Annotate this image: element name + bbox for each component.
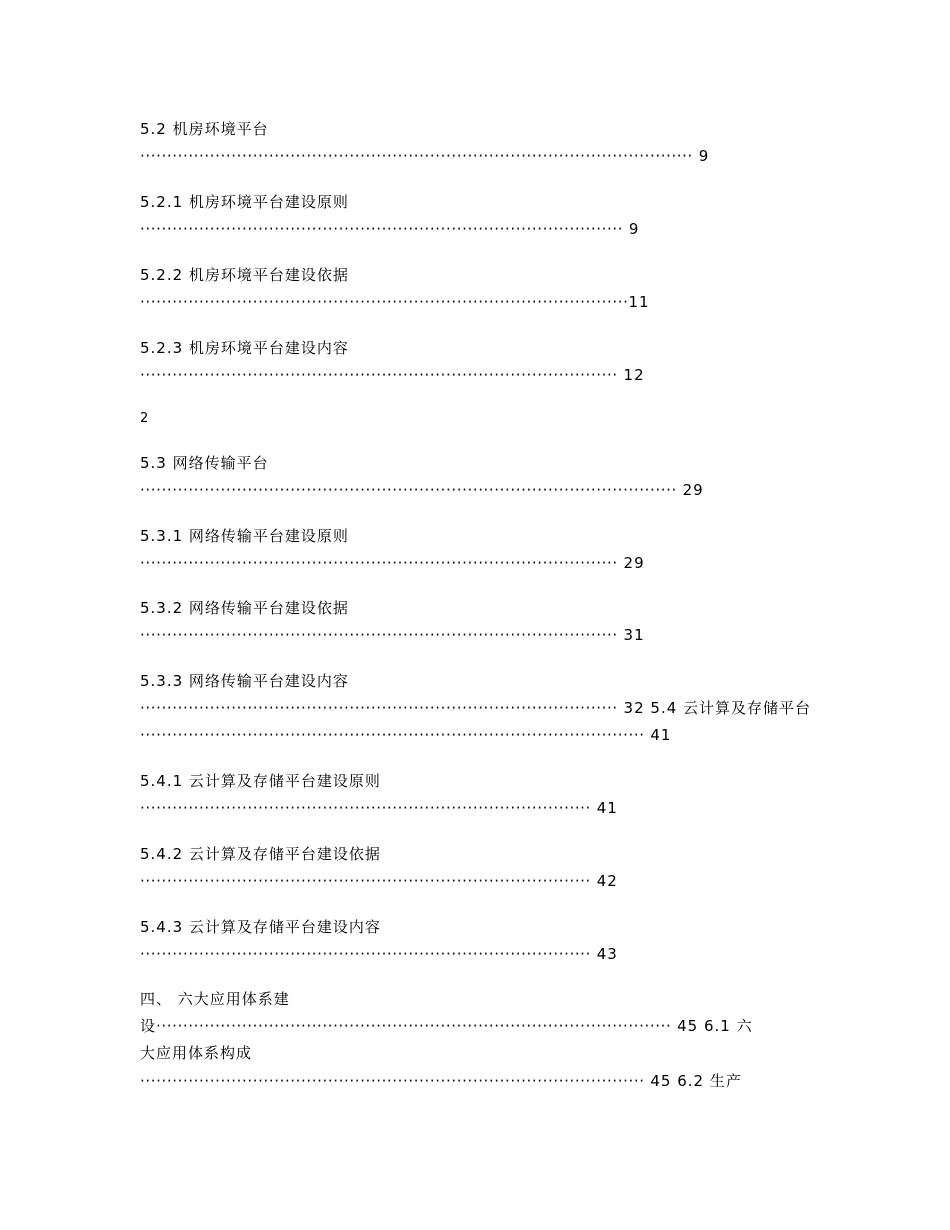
toc-title: 5.4.3 云计算及存储平台建设内容 <box>140 918 381 936</box>
leader-dots: ································································································ <box>156 1017 672 1035</box>
toc-title: 5.2 机房环境平台 <box>140 120 269 138</box>
page-marker <box>140 409 149 429</box>
toc-title: 5.4.1 云计算及存储平台建设原则 <box>140 772 381 790</box>
toc-title: 大应用体系构成 <box>140 1044 253 1062</box>
page-number: 12 <box>623 366 645 384</box>
page-number: 41 <box>650 726 672 744</box>
toc-leader-line <box>140 146 709 166</box>
leader-dots: ···················································································· <box>140 945 591 963</box>
toc-title: 5.2.3 机房环境平台建设内容 <box>140 339 349 357</box>
page-number: 9 <box>698 147 710 165</box>
toc-title: 5.3 网络传输平台 <box>140 454 269 472</box>
leader-dots: ························································································· <box>140 626 618 644</box>
leader-dots: ······································································································· <box>140 147 693 165</box>
page-number: 9 <box>628 220 640 238</box>
toc-leader-line <box>140 798 618 818</box>
toc-heading <box>140 526 349 546</box>
toc-heading <box>140 338 349 358</box>
toc-leader-line <box>140 725 671 745</box>
toc-heading <box>140 844 381 864</box>
leader-dots: ···················································································· <box>140 799 591 817</box>
leader-dots: ························································································· <box>140 366 618 384</box>
toc-leader-line <box>140 625 645 645</box>
page-number: 41 <box>596 799 618 817</box>
toc-leader-line <box>140 1016 753 1036</box>
toc-heading <box>140 119 269 139</box>
toc-heading <box>140 192 349 212</box>
leader-dots: ························································································· <box>140 554 618 572</box>
toc-title: 四、 六大应用体系建 <box>140 990 290 1008</box>
toc-heading <box>140 989 290 1009</box>
toc-heading <box>140 598 349 618</box>
toc-title: 5.3.3 网络传输平台建设内容 <box>140 672 349 690</box>
toc-leader-line <box>140 1071 742 1091</box>
toc-title: 5.3.1 网络传输平台建设原则 <box>140 527 349 545</box>
toc-heading <box>140 453 269 473</box>
page-number: 29 <box>623 554 645 572</box>
leader-dots: ························································································· <box>140 699 618 717</box>
page-number: 32 5.4 云计算及存储平台 <box>623 699 812 717</box>
page-number: 29 <box>682 481 704 499</box>
toc-title: 5.2.2 机房环境平台建设依据 <box>140 266 349 284</box>
toc-leader-line <box>140 365 645 385</box>
page-number: 45 6.2 生产 <box>650 1072 742 1090</box>
toc-leader-line <box>140 944 618 964</box>
page-number: 45 6.1 六 <box>677 1017 753 1035</box>
leader-dots: ······························································································ <box>140 1072 645 1090</box>
toc-title-continuation: 设 <box>140 1017 157 1035</box>
toc-leader-line <box>140 219 639 239</box>
leader-dots: ···································································································· <box>140 481 677 499</box>
page-number: 42 <box>596 872 618 890</box>
page-number: 31 <box>623 626 645 644</box>
toc-leader-line <box>140 553 645 573</box>
leader-dots: ·························································································· <box>140 220 624 238</box>
page-number: 11 <box>628 293 650 311</box>
toc-heading <box>140 771 381 791</box>
toc-leader-line <box>140 871 618 891</box>
toc-title: 5.3.2 网络传输平台建设依据 <box>140 599 349 617</box>
toc-heading <box>140 917 381 937</box>
page-marker-text: 2 <box>140 411 150 426</box>
leader-dots: ···················································································· <box>140 872 591 890</box>
leader-dots: ··························································································· <box>140 293 629 311</box>
toc-leader-line <box>140 480 704 500</box>
toc-heading <box>140 671 349 691</box>
page-number: 43 <box>596 945 618 963</box>
toc-leader-line <box>140 292 650 312</box>
toc-heading <box>140 1043 252 1063</box>
toc-leader-line <box>140 698 811 718</box>
leader-dots: ······························································································ <box>140 726 645 744</box>
toc-heading <box>140 265 349 285</box>
toc-title: 5.4.2 云计算及存储平台建设依据 <box>140 845 381 863</box>
toc-title: 5.2.1 机房环境平台建设原则 <box>140 193 349 211</box>
